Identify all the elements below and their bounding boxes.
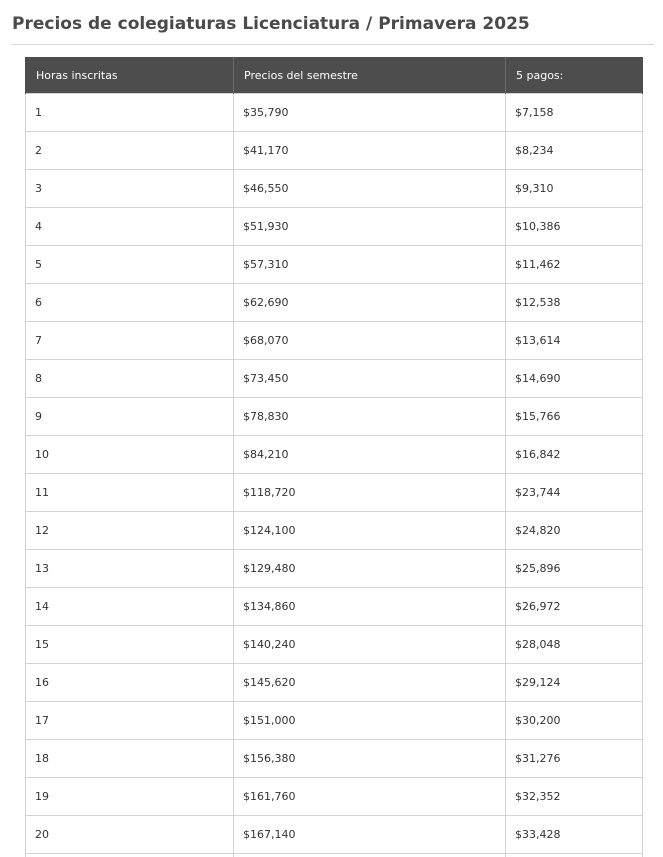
column-header-hours: Horas inscritas xyxy=(26,57,234,94)
cell-five-payments: $13,614 xyxy=(506,322,643,360)
cell-semester-price: $129,480 xyxy=(234,550,506,588)
cell-semester-price: $84,210 xyxy=(234,436,506,474)
cell-five-payments xyxy=(506,854,643,857)
cell-semester-price: $145,620 xyxy=(234,664,506,702)
cell-five-payments: $28,048 xyxy=(506,626,643,664)
table-row xyxy=(26,588,643,626)
cell-five-payments: $9,310 xyxy=(506,170,643,208)
table-body xyxy=(26,94,643,857)
cell-five-payments: $29,124 xyxy=(506,664,643,702)
cell-semester-price: $62,690 xyxy=(234,284,506,322)
cell-five-payments: $16,842 xyxy=(506,436,643,474)
cell-hours: 17 xyxy=(26,702,234,740)
cell-semester-price: $151,000 xyxy=(234,702,506,740)
cell-hours: 10 xyxy=(26,436,234,474)
cell-semester-price: $156,380 xyxy=(234,740,506,778)
cell-semester-price xyxy=(234,854,506,857)
cell-five-payments: $11,462 xyxy=(506,246,643,284)
cell-hours: 14 xyxy=(26,588,234,626)
cell-five-payments: $25,896 xyxy=(506,550,643,588)
table-row xyxy=(26,854,643,857)
table-row xyxy=(26,132,643,170)
cell-hours: 15 xyxy=(26,626,234,664)
table-row xyxy=(26,740,643,778)
cell-semester-price: $167,140 xyxy=(234,816,506,854)
cell-hours: 12 xyxy=(26,512,234,550)
cell-five-payments: $7,158 xyxy=(506,94,643,132)
cell-hours: 13 xyxy=(26,550,234,588)
table-header xyxy=(26,57,643,94)
cell-five-payments: $30,200 xyxy=(506,702,643,740)
table-row xyxy=(26,208,643,246)
cell-semester-price: $78,830 xyxy=(234,398,506,436)
table-row xyxy=(26,550,643,588)
table-row xyxy=(26,398,643,436)
cell-semester-price: $51,930 xyxy=(234,208,506,246)
cell-semester-price: $41,170 xyxy=(234,132,506,170)
table-row xyxy=(26,626,643,664)
cell-five-payments: $12,538 xyxy=(506,284,643,322)
cell-five-payments: $15,766 xyxy=(506,398,643,436)
tuition-table xyxy=(25,57,643,857)
cell-semester-price: $73,450 xyxy=(234,360,506,398)
table-row xyxy=(26,94,643,132)
cell-hours: 2 xyxy=(26,132,234,170)
table-row xyxy=(26,170,643,208)
cell-hours: 7 xyxy=(26,322,234,360)
cell-five-payments: $24,820 xyxy=(506,512,643,550)
cell-hours: 6 xyxy=(26,284,234,322)
cell-five-payments: $10,386 xyxy=(506,208,643,246)
table-header-row xyxy=(26,57,643,94)
table-row xyxy=(26,360,643,398)
cell-five-payments: $31,276 xyxy=(506,740,643,778)
cell-semester-price: $35,790 xyxy=(234,94,506,132)
table-row xyxy=(26,816,643,854)
cell-semester-price: $68,070 xyxy=(234,322,506,360)
page-title: Precios de colegiaturas Licenciatura / Primavera 2025 xyxy=(12,14,530,34)
cell-five-payments: $14,690 xyxy=(506,360,643,398)
column-header-semester-price: Precios del semestre xyxy=(234,57,506,94)
table-row xyxy=(26,664,643,702)
table-row xyxy=(26,512,643,550)
table-row xyxy=(26,778,643,816)
cell-hours: 19 xyxy=(26,778,234,816)
table-row xyxy=(26,436,643,474)
table-row xyxy=(26,474,643,512)
column-header-five-payments: 5 pagos: xyxy=(506,57,643,94)
cell-hours: 1 xyxy=(26,94,234,132)
tuition-table-container xyxy=(25,57,642,857)
cell-five-payments: $32,352 xyxy=(506,778,643,816)
table-row xyxy=(26,284,643,322)
cell-semester-price: $118,720 xyxy=(234,474,506,512)
title-divider xyxy=(12,44,654,45)
cell-hours: 8 xyxy=(26,360,234,398)
cell-semester-price: $46,550 xyxy=(234,170,506,208)
cell-semester-price: $134,860 xyxy=(234,588,506,626)
cell-semester-price: $57,310 xyxy=(234,246,506,284)
cell-hours: 20 xyxy=(26,816,234,854)
cell-semester-price: $140,240 xyxy=(234,626,506,664)
cell-hours: 11 xyxy=(26,474,234,512)
cell-hours: 5 xyxy=(26,246,234,284)
cell-hours: 4 xyxy=(26,208,234,246)
cell-hours: 3 xyxy=(26,170,234,208)
table-row xyxy=(26,702,643,740)
cell-hours: 18 xyxy=(26,740,234,778)
cell-semester-price: $161,760 xyxy=(234,778,506,816)
cell-hours: 16 xyxy=(26,664,234,702)
cell-semester-price: $124,100 xyxy=(234,512,506,550)
cell-five-payments: $26,972 xyxy=(506,588,643,626)
cell-five-payments: $8,234 xyxy=(506,132,643,170)
cell-hours xyxy=(26,854,234,857)
cell-hours: 9 xyxy=(26,398,234,436)
cell-five-payments: $33,428 xyxy=(506,816,643,854)
table-row xyxy=(26,246,643,284)
table-row xyxy=(26,322,643,360)
cell-five-payments: $23,744 xyxy=(506,474,643,512)
